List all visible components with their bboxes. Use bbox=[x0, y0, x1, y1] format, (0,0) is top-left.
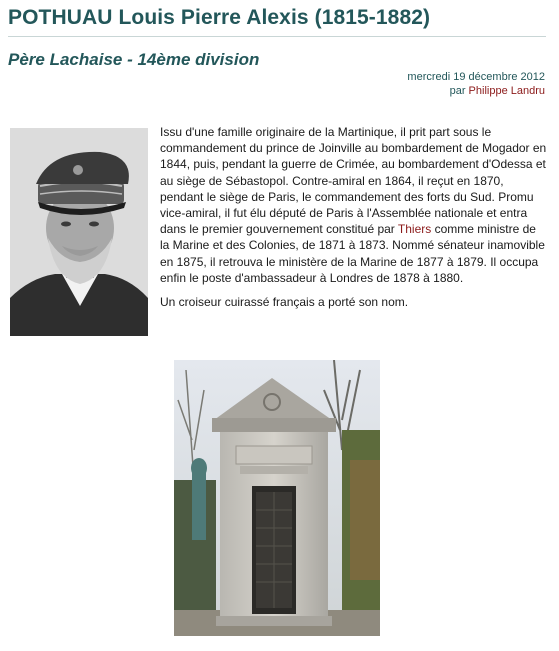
article-title: POTHUAU Louis Pierre Alexis (1815-1882) bbox=[8, 6, 431, 29]
body-paragraph-2: Un croiseur cuirassé français a porté son nom. bbox=[160, 295, 409, 310]
article-subtitle: Père Lachaise - 14ème division bbox=[8, 50, 260, 69]
article-meta bbox=[407, 70, 545, 98]
body-text-part-1: Issu d'une famille originaire de la Martinique, il prit part sous le commandement du prince de Joinville au bombardement de Mogador en 1844, puis, pendant la guerre de Crimée, au bombardement d'Odessa et au siège de Sébastopol. Contre-amiral en 1864, il reçut en 1870, pendant le siège de Paris, le commandement des forts du Sud. Promu vice-amiral, il fut élu député de Paris à l'Assemblée nationale et entra dans le premier gouvernement constitué par bbox=[160, 125, 547, 237]
thiers-link[interactable]: Thiers bbox=[397, 222, 432, 237]
publish-date: mercredi 19 décembre 2012 bbox=[407, 71, 545, 83]
author-link[interactable]: Philippe Landru bbox=[468, 85, 545, 97]
body-text-part-2: comme ministre de la Marine et des Colonies, de 1871 à 1873. Nommé sénateur inamovible en 1875, il retrouva le ministère de la Marine de 1877 à 1879. Il occupa enfin le poste d'ambassadeur à Londres de 1878 à 1880. bbox=[160, 222, 545, 285]
article-body bbox=[160, 124, 548, 318]
body-paragraph-1 bbox=[160, 124, 548, 286]
tomb-photo bbox=[174, 360, 380, 636]
byline-prefix: par bbox=[449, 85, 466, 97]
byline bbox=[407, 84, 545, 98]
portrait-photo bbox=[10, 128, 148, 336]
title-divider bbox=[8, 36, 546, 37]
